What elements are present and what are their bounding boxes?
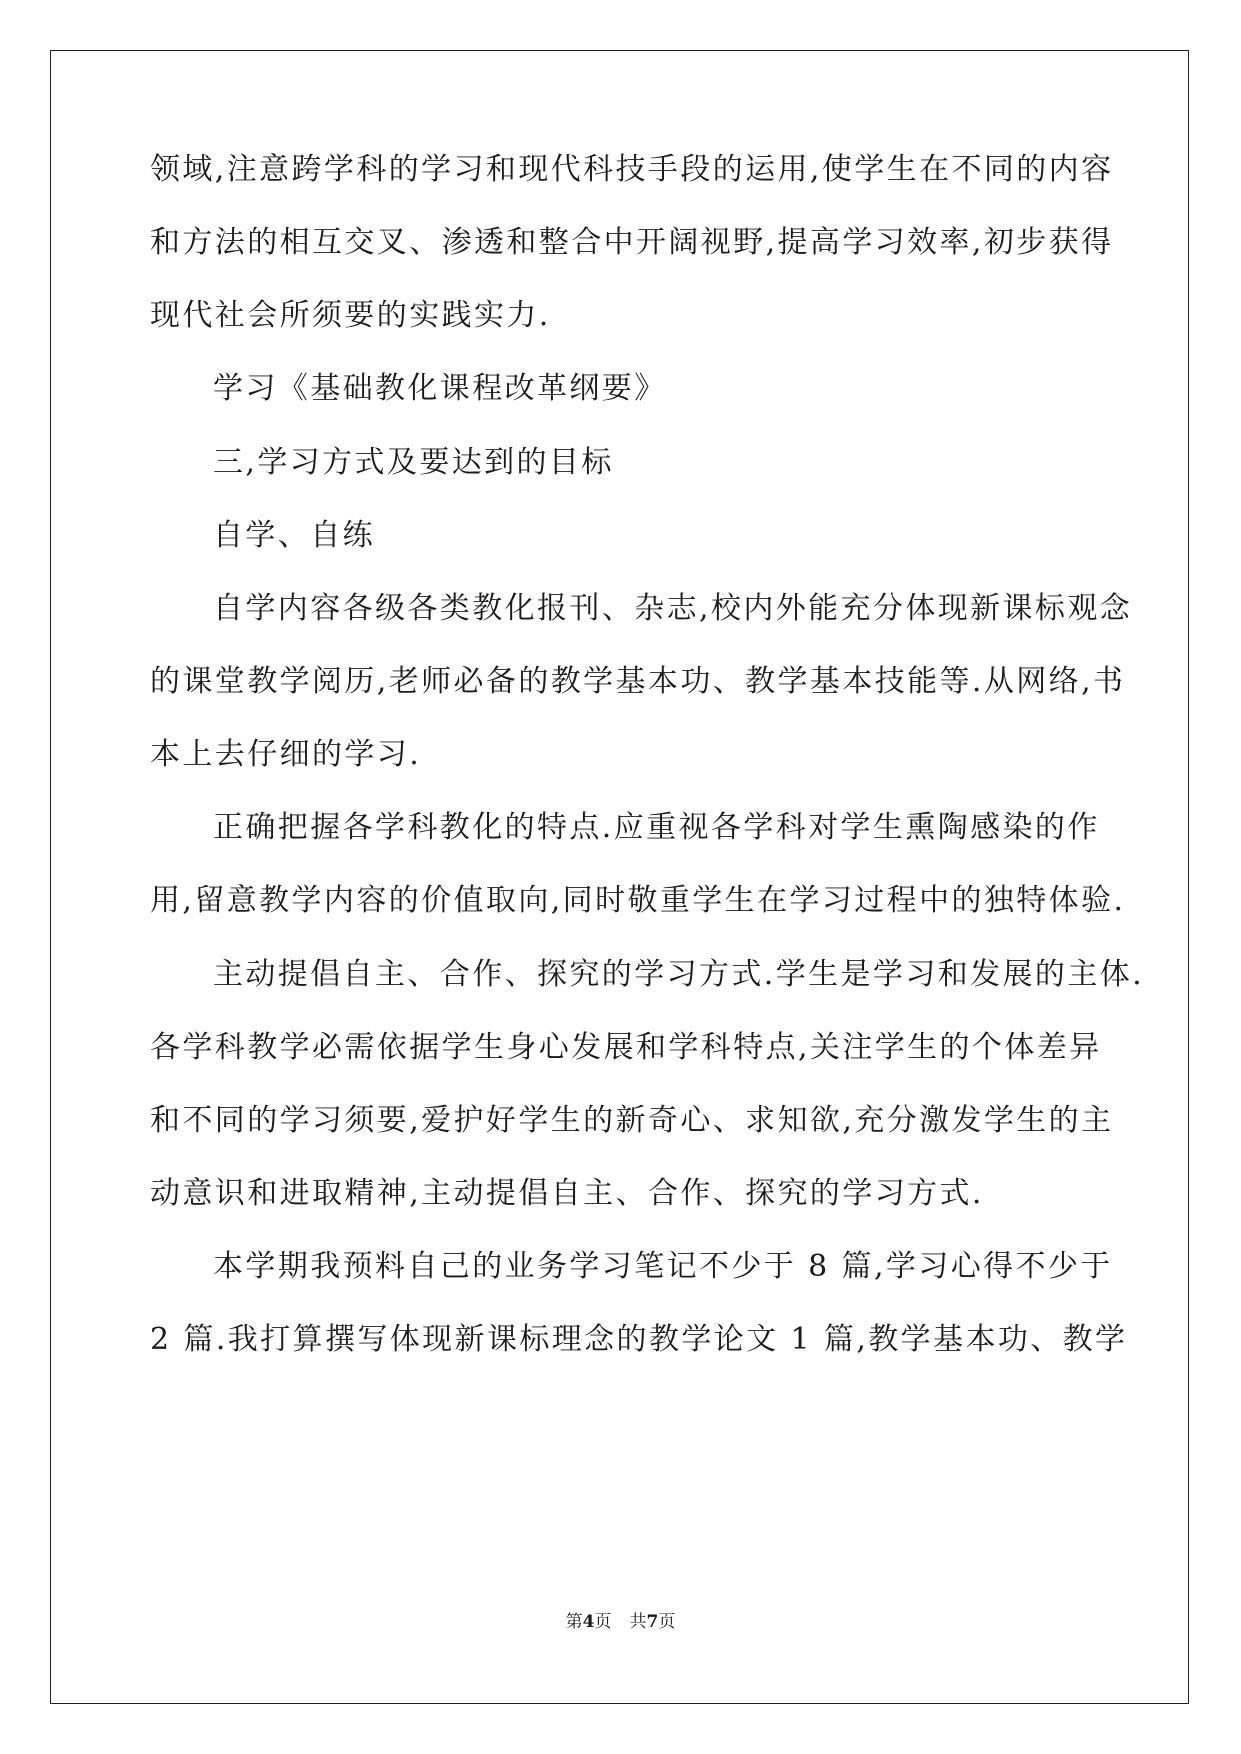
body-line: 本上去仔细的学习. xyxy=(150,737,422,772)
page-footer xyxy=(0,1611,1241,1633)
subsection-heading: 自学、自练 xyxy=(213,518,375,553)
body-line: 本学期我预料自己的业务学习笔记不少于 8 篇,学习心得不少于 xyxy=(213,1249,1113,1284)
body-line: 的课堂教学阅历,老师必备的教学基本功、教学基本技能等.从网络,书 xyxy=(150,664,1126,699)
total-prefix: 共 xyxy=(629,1612,647,1632)
body-line: 和不同的学习须要,爱护好学生的新奇心、求知欲,充分激发学生的主 xyxy=(150,1103,1114,1138)
body-line: 现代社会所须要的实践实力. xyxy=(150,298,551,333)
section-heading: 三,学习方式及要达到的目标 xyxy=(213,445,614,480)
total-unit: 页 xyxy=(658,1612,676,1632)
body-line: 和方法的相互交叉、渗透和整合中开阔视野,提高学习效率,初步获得 xyxy=(150,225,1114,260)
page-unit: 页 xyxy=(594,1612,612,1632)
body-line: 2 篇.我打算撰写体现新课标理念的教学论文 1 篇,教学基本功、教学 xyxy=(150,1322,1128,1357)
current-page-number: 4 xyxy=(582,1612,595,1632)
body-line: 领域,注意跨学科的学习和现代科技手段的运用,使学生在不同的内容 xyxy=(150,152,1114,187)
body-line: 正确把握各学科教化的特点.应重视各学科对学生熏陶感染的作 xyxy=(213,810,1100,845)
body-line: 各学科教学必需依据学生身心发展和学科特点,关注学生的个体差异 xyxy=(150,1030,1102,1065)
page-prefix: 第 xyxy=(565,1612,583,1632)
body-line: 自学内容各级各类教化报刊、杂志,校内外能充分体现新课标观念 xyxy=(213,591,1133,626)
body-line: 学习《基础教化课程改革纲要》 xyxy=(213,371,667,406)
body-line: 动意识和进取精神,主动提倡自主、合作、探究的学习方式. xyxy=(150,1176,984,1211)
total-page-number: 7 xyxy=(646,1612,659,1632)
body-line: 主动提倡自主、合作、探究的学习方式.学生是学习和发展的主体. xyxy=(213,957,1145,992)
body-line: 用,留意教学内容的价值取向,同时敬重学生在学习过程中的独特体验. xyxy=(150,883,1126,918)
